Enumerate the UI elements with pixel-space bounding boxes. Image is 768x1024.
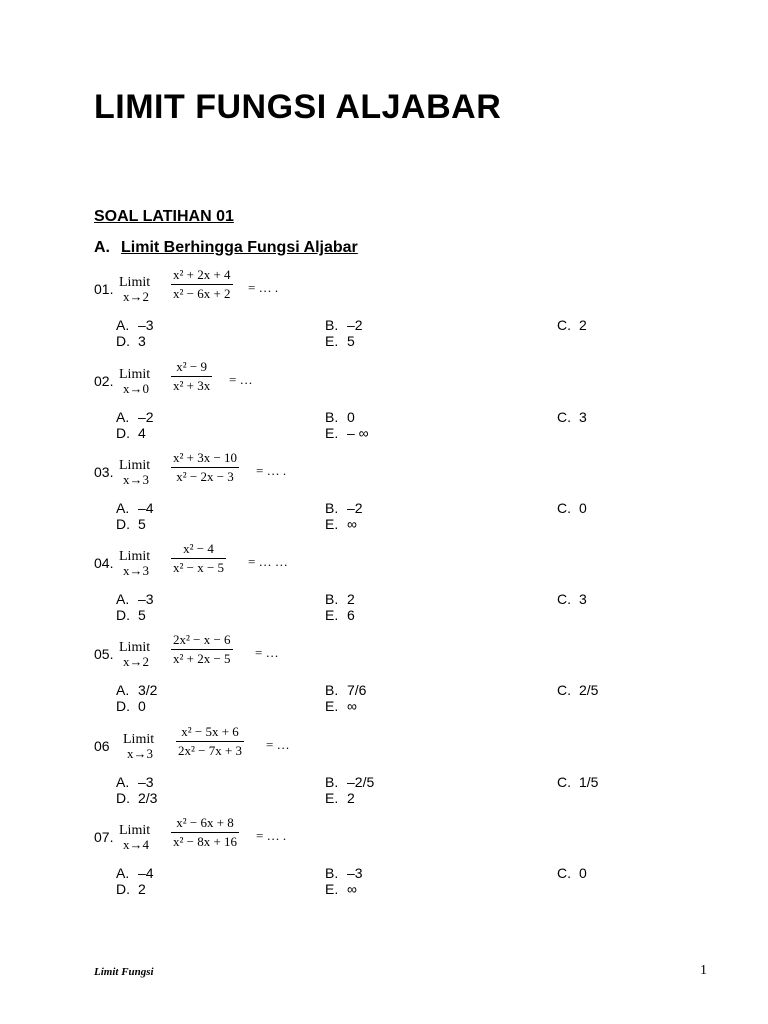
option-a xyxy=(116,500,154,516)
option-letter: D. xyxy=(116,790,130,806)
option-value: 0 xyxy=(138,698,146,714)
problem-number: 06 xyxy=(94,738,110,754)
option-b xyxy=(325,774,374,790)
option-letter: B. xyxy=(325,409,339,425)
option-value: 0 xyxy=(579,500,587,516)
numerator: x² + 3x − 10 xyxy=(173,450,238,465)
limit-word: Limit xyxy=(123,732,155,747)
option-c xyxy=(557,682,598,698)
option-letter: E. xyxy=(325,881,339,897)
option-a xyxy=(116,865,154,881)
denominator: x² + 3x xyxy=(173,378,211,393)
option-value: 6 xyxy=(347,607,355,623)
fraction xyxy=(171,542,226,575)
option-value: 3 xyxy=(579,591,587,607)
fraction xyxy=(176,725,244,758)
option-d xyxy=(116,425,146,441)
option-letter: A. xyxy=(116,500,130,516)
problem-number: 04. xyxy=(94,555,114,571)
option-a xyxy=(116,317,154,333)
limit-operator xyxy=(119,550,150,578)
option-c xyxy=(557,409,587,425)
denominator: x² + 2x − 5 xyxy=(173,651,231,666)
limit-operator xyxy=(119,824,150,852)
denominator: 2x² − 7x + 3 xyxy=(178,743,243,758)
page-title: LIMIT FUNGSI ALJABAR xyxy=(94,88,502,126)
limit-operator xyxy=(119,276,150,304)
option-letter: A. xyxy=(116,317,130,333)
option-value: 2 xyxy=(347,591,355,607)
subsection-letter: A. xyxy=(94,239,110,256)
limit-approach: x→3 xyxy=(127,746,153,761)
option-value: 4 xyxy=(138,425,146,441)
option-b xyxy=(325,409,355,425)
problem-6 xyxy=(0,724,768,807)
option-e xyxy=(325,607,355,623)
numerator: 2x² − x − 6 xyxy=(173,632,231,647)
limit-word: Limit xyxy=(119,549,151,564)
option-letter: E. xyxy=(325,698,339,714)
option-value: 5 xyxy=(138,516,146,532)
option-letter: E. xyxy=(325,790,339,806)
denominator: x² − 6x + 2 xyxy=(173,286,231,301)
option-e xyxy=(325,333,355,349)
option-d xyxy=(116,333,146,349)
option-letter: E. xyxy=(325,333,339,349)
option-value: 5 xyxy=(138,607,146,623)
option-letter: D. xyxy=(116,881,130,897)
option-value: 2/3 xyxy=(138,790,158,806)
option-value: –3 xyxy=(138,591,154,607)
option-letter: B. xyxy=(325,500,339,516)
option-letter: A. xyxy=(116,774,130,790)
option-letter: C. xyxy=(557,409,571,425)
option-value: ∞ xyxy=(347,698,357,714)
limit-approach: x→2 xyxy=(123,654,149,669)
equals-blank: = … . xyxy=(256,828,287,843)
problem-5 xyxy=(0,632,768,715)
option-letter: A. xyxy=(116,682,130,698)
limit-word: Limit xyxy=(119,823,151,838)
problem-4 xyxy=(0,541,768,624)
option-letter: D. xyxy=(116,425,130,441)
option-value: 0 xyxy=(579,865,587,881)
option-value: 3 xyxy=(579,409,587,425)
denominator: x² − 8x + 16 xyxy=(173,834,238,849)
option-value: 2 xyxy=(347,790,355,806)
option-d xyxy=(116,607,146,623)
limit-word: Limit xyxy=(119,458,151,473)
option-letter: C. xyxy=(557,774,571,790)
option-a xyxy=(116,591,154,607)
option-value: 2 xyxy=(138,881,146,897)
fraction xyxy=(171,451,239,484)
problem-2 xyxy=(0,359,768,442)
option-letter: C. xyxy=(557,591,571,607)
limit-approach: x→0 xyxy=(123,381,149,396)
option-value: –2 xyxy=(347,317,363,333)
page-number: 1 xyxy=(700,963,707,978)
option-d xyxy=(116,516,146,532)
option-a xyxy=(116,409,154,425)
equals-blank: = … xyxy=(229,372,253,387)
equals-blank: = … xyxy=(255,645,279,660)
fraction xyxy=(171,633,233,666)
option-value: – ∞ xyxy=(347,425,369,441)
option-letter: B. xyxy=(325,682,339,698)
option-value: 1/5 xyxy=(579,774,599,790)
option-d xyxy=(116,881,146,897)
option-letter: B. xyxy=(325,774,339,790)
option-value: –4 xyxy=(138,865,154,881)
option-value: –3 xyxy=(138,774,154,790)
denominator: x² − 2x − 3 xyxy=(176,469,234,484)
option-b xyxy=(325,317,363,333)
numerator: x² − 6x + 8 xyxy=(176,815,234,830)
problem-number: 07. xyxy=(94,829,114,845)
limit-approach: x→2 xyxy=(123,289,149,304)
option-value: –2 xyxy=(138,409,154,425)
option-letter: C. xyxy=(557,317,571,333)
option-value: 7/6 xyxy=(347,682,367,698)
option-letter: D. xyxy=(116,607,130,623)
limit-operator xyxy=(119,459,150,487)
option-c xyxy=(557,865,587,881)
option-c xyxy=(557,774,598,790)
option-letter: C. xyxy=(557,865,571,881)
option-e xyxy=(325,516,357,532)
option-letter: C. xyxy=(557,500,571,516)
footer-title: Limit Fungsi xyxy=(94,966,154,978)
section-title: SOAL LATIHAN 01 xyxy=(94,208,234,225)
option-value: 3 xyxy=(138,333,146,349)
problem-1 xyxy=(0,267,768,350)
subsection-heading xyxy=(94,238,358,258)
option-a xyxy=(116,682,157,698)
option-letter: D. xyxy=(116,333,130,349)
option-e xyxy=(325,425,369,441)
option-b xyxy=(325,682,366,698)
option-letter: D. xyxy=(116,516,130,532)
option-letter: B. xyxy=(325,865,339,881)
limit-approach: x→4 xyxy=(123,837,149,852)
problem-7 xyxy=(0,815,768,898)
limit-approach: x→3 xyxy=(123,563,149,578)
numerator: x² − 5x + 6 xyxy=(181,724,239,739)
option-value: –3 xyxy=(138,317,154,333)
option-letter: E. xyxy=(325,516,339,532)
problem-number: 01. xyxy=(94,281,114,297)
option-letter: B. xyxy=(325,591,339,607)
option-value: 3/2 xyxy=(138,682,158,698)
problem-number: 02. xyxy=(94,373,114,389)
option-letter: C. xyxy=(557,682,571,698)
option-value: 5 xyxy=(347,333,355,349)
equals-blank: = … xyxy=(266,737,290,752)
option-d xyxy=(116,698,146,714)
option-e xyxy=(325,698,357,714)
numerator: x² − 4 xyxy=(183,541,214,556)
option-value: ∞ xyxy=(347,516,357,532)
equals-blank: = … . xyxy=(248,280,279,295)
option-b xyxy=(325,591,355,607)
limit-operator xyxy=(119,641,150,669)
option-e xyxy=(325,881,357,897)
option-letter: E. xyxy=(325,425,339,441)
option-value: –2 xyxy=(347,500,363,516)
option-letter: E. xyxy=(325,607,339,623)
subsection-text: Limit Berhingga Fungsi Aljabar xyxy=(121,239,358,256)
option-c xyxy=(557,591,587,607)
numerator: x² − 9 xyxy=(176,359,207,374)
fraction xyxy=(171,268,233,301)
limit-operator xyxy=(123,733,154,761)
limit-word: Limit xyxy=(119,367,151,382)
denominator: x² − x − 5 xyxy=(173,560,225,575)
option-b xyxy=(325,500,363,516)
fraction xyxy=(171,816,239,849)
limit-word: Limit xyxy=(119,275,151,290)
option-b xyxy=(325,865,363,881)
option-a xyxy=(116,774,154,790)
option-value: –2/5 xyxy=(347,774,375,790)
option-letter: A. xyxy=(116,591,130,607)
option-value: 0 xyxy=(347,409,355,425)
option-value: 2 xyxy=(579,317,587,333)
option-value: ∞ xyxy=(347,881,357,897)
problem-number: 05. xyxy=(94,646,114,662)
problem-3 xyxy=(0,450,768,533)
numerator: x² + 2x + 4 xyxy=(173,267,231,282)
option-d xyxy=(116,790,157,806)
option-value: –3 xyxy=(347,865,363,881)
limit-operator xyxy=(119,368,150,396)
option-letter: B. xyxy=(325,317,339,333)
option-letter: A. xyxy=(116,409,130,425)
problem-number: 03. xyxy=(94,464,114,480)
option-c xyxy=(557,500,587,516)
fraction xyxy=(171,360,212,393)
limit-word: Limit xyxy=(119,640,151,655)
option-letter: A. xyxy=(116,865,130,881)
option-c xyxy=(557,317,587,333)
equals-blank: = … … xyxy=(248,554,288,569)
limit-approach: x→3 xyxy=(123,472,149,487)
option-value: 2/5 xyxy=(579,682,599,698)
option-value: –4 xyxy=(138,500,154,516)
option-e xyxy=(325,790,355,806)
option-letter: D. xyxy=(116,698,130,714)
equals-blank: = … . xyxy=(256,463,287,478)
